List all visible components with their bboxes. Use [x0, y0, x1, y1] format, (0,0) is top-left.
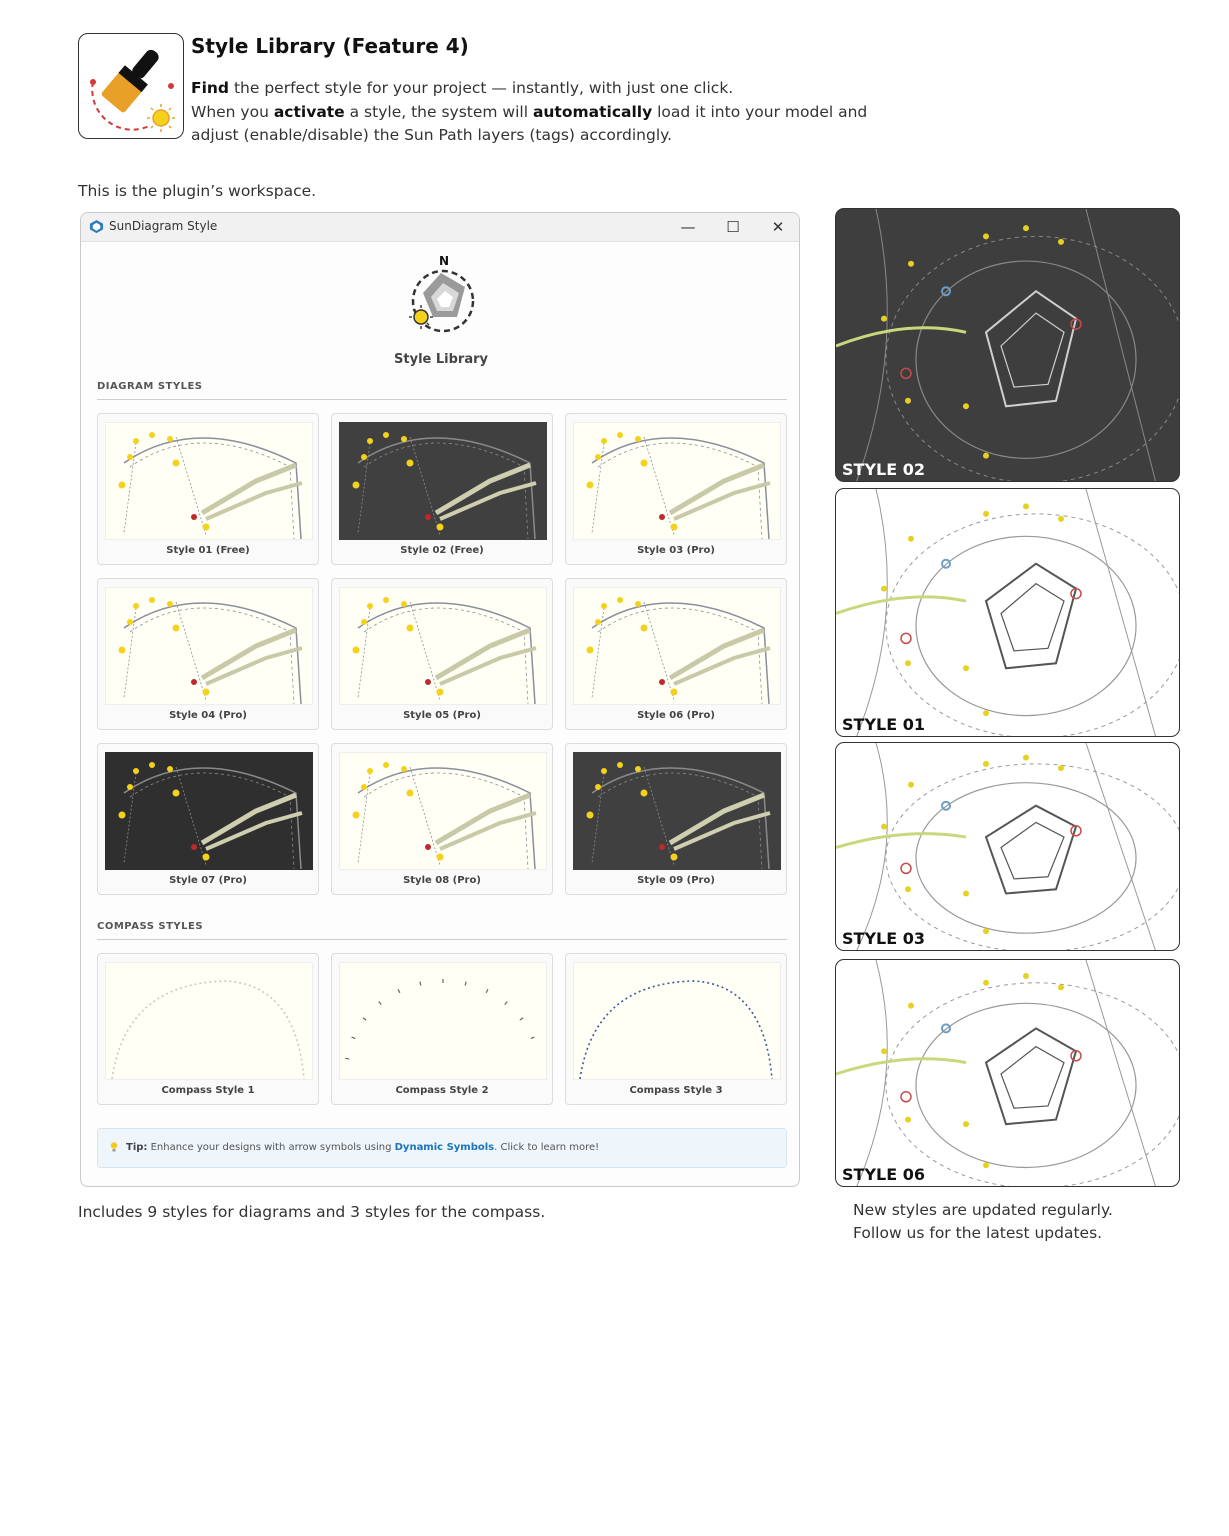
compass-style-thumbnail [105, 962, 313, 1080]
sketchup-icon [89, 219, 104, 234]
diagram-style-thumbnail [339, 587, 547, 705]
compass-thumbnail-graphic [574, 963, 780, 1079]
diagram-thumbnail-graphic [340, 423, 546, 539]
styles-count-note: Includes 9 styles for diagrams and 3 styles for the compass. [78, 1203, 546, 1221]
diagram-thumbnail-graphic [106, 423, 312, 539]
site-render-graphic [836, 489, 1180, 737]
diagram-style-label: Style 07 (Pro) [169, 875, 247, 886]
diagram-thumbnail-graphic [106, 753, 312, 869]
diagram-style-card[interactable] [565, 578, 787, 730]
style-preview-label: STYLE 01 [842, 715, 925, 734]
diagram-style-card[interactable] [331, 413, 553, 565]
diagram-style-label: Style 08 (Pro) [403, 875, 481, 886]
site-render-graphic [836, 960, 1180, 1187]
sun-diagram-logo-icon [403, 251, 483, 337]
diagram-styles-heading: DIAGRAM STYLES [97, 381, 203, 392]
compass-style-card[interactable] [565, 953, 787, 1105]
diagram-style-label: Style 02 (Free) [400, 545, 484, 556]
diagram-style-label: Style 06 (Pro) [637, 710, 715, 721]
divider [97, 399, 787, 400]
diagram-style-card[interactable] [565, 413, 787, 565]
diagram-style-thumbnail [105, 587, 313, 705]
diagram-style-label: Style 09 (Pro) [637, 875, 715, 886]
window-title: SunDiagram Style [109, 219, 218, 233]
updates-note-2: Follow us for the latest updates. [853, 1224, 1103, 1242]
plugin-window [80, 212, 800, 1187]
minimize-button[interactable]: — [680, 218, 696, 236]
compass-style-label: Compass Style 2 [395, 1085, 489, 1096]
style-preview-render [835, 488, 1180, 737]
diagram-thumbnail-graphic [574, 753, 780, 869]
style-preview-render [835, 208, 1180, 482]
diagram-style-thumbnail [573, 587, 781, 705]
diagram-thumbnail-graphic [340, 753, 546, 869]
maximize-button[interactable]: ☐ [726, 218, 740, 236]
compass-thumbnail-graphic [106, 963, 312, 1079]
style-preview-label: STYLE 03 [842, 929, 925, 948]
diagram-thumbnail-graphic [574, 423, 780, 539]
style-preview-label: STYLE 02 [842, 460, 925, 479]
diagram-style-card[interactable] [97, 578, 319, 730]
diagram-style-thumbnail [105, 422, 313, 540]
site-render-graphic [836, 743, 1180, 951]
diagram-style-thumbnail [339, 422, 547, 540]
style-preview-label: STYLE 06 [842, 1165, 925, 1184]
style-preview-render [835, 742, 1180, 951]
compass-styles-heading: COMPASS STYLES [97, 921, 204, 932]
svg-text:N: N [439, 254, 450, 268]
compass-style-card[interactable] [97, 953, 319, 1105]
compass-style-card[interactable] [331, 953, 553, 1105]
description-line-3: adjust (enable/disable) the Sun Path layers (tags) accordingly. [191, 126, 673, 144]
site-render-graphic [836, 209, 1180, 482]
diagram-style-label: Style 04 (Pro) [169, 710, 247, 721]
workspace-intro: This is the plugin’s workspace. [78, 182, 317, 200]
style-preview-render [835, 959, 1180, 1187]
page-title: Style Library (Feature 4) [191, 34, 469, 58]
diagram-style-thumbnail [339, 752, 547, 870]
compass-style-label: Compass Style 1 [161, 1085, 255, 1096]
diagram-thumbnail-graphic [574, 588, 780, 704]
dynamic-symbols-link[interactable]: Dynamic Symbols [394, 1142, 495, 1153]
feature-app-icon [78, 33, 184, 139]
compass-style-label: Compass Style 3 [629, 1085, 723, 1096]
diagram-thumbnail-graphic [106, 588, 312, 704]
diagram-style-thumbnail [573, 422, 781, 540]
compass-thumbnail-graphic [340, 963, 546, 1079]
close-button[interactable]: ✕ [771, 218, 785, 236]
diagram-style-card[interactable] [331, 578, 553, 730]
compass-style-thumbnail [339, 962, 547, 1080]
paintbrush-sun-icon [79, 34, 183, 138]
diagram-style-card[interactable] [331, 743, 553, 895]
updates-note-1: New styles are updated regularly. [853, 1201, 1113, 1219]
diagram-style-card[interactable] [97, 413, 319, 565]
divider [97, 939, 787, 940]
diagram-style-thumbnail [105, 752, 313, 870]
description-line-1: Find the perfect style for your project — instantly, with just one click. [191, 79, 734, 97]
diagram-style-thumbnail [573, 752, 781, 870]
diagram-style-label: Style 05 (Pro) [403, 710, 481, 721]
compass-style-thumbnail [573, 962, 781, 1080]
diagram-style-label: Style 01 (Free) [166, 545, 250, 556]
library-title: Style Library [394, 352, 488, 367]
tip-banner[interactable]: Tip: Enhance your designs with arrow symbols using Dynamic Symbols. Click to learn more! [97, 1128, 787, 1168]
window-titlebar [81, 213, 800, 242]
diagram-style-card[interactable] [565, 743, 787, 895]
diagram-thumbnail-graphic [340, 588, 546, 704]
description-line-2: When you activate a style, the system will automatically load it into your model and [191, 103, 868, 121]
diagram-style-card[interactable] [97, 743, 319, 895]
diagram-style-label: Style 03 (Pro) [637, 545, 715, 556]
lightbulb-icon [110, 1142, 118, 1152]
